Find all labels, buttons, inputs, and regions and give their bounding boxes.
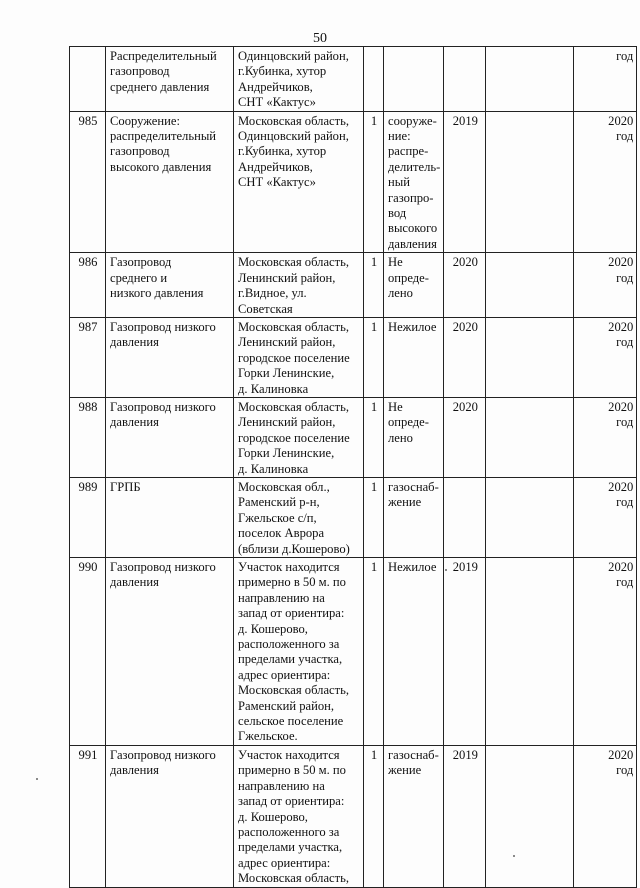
row-number: 985 — [70, 111, 106, 253]
scan-speck — [36, 778, 38, 780]
row-number — [70, 47, 106, 112]
object-quantity: 1 — [364, 558, 384, 746]
table-row — [70, 253, 637, 318]
row-number: 991 — [70, 745, 106, 887]
record-date: год — [574, 47, 637, 112]
object-quantity — [364, 47, 384, 112]
object-address: Участок находится примерно в 50 м. по направлению на запад от ориентира: д. Кошерово, расположенного за пределами участка, адрес ориентира: Московская область, — [234, 745, 364, 887]
record-date: 2020 год — [574, 477, 637, 557]
extra-cell — [486, 745, 574, 887]
commission-year: 2019 — [444, 745, 486, 887]
object-quantity: 1 — [364, 745, 384, 887]
record-date: 2020 год — [574, 317, 637, 397]
table-row — [70, 317, 637, 397]
object-name: ГРПБ — [106, 477, 234, 557]
row-number: 988 — [70, 397, 106, 477]
object-name: Газопровод низкого давления — [106, 745, 234, 887]
object-purpose — [384, 47, 444, 112]
object-address: Участок находится примерно в 50 м. по направлению на запад от ориентира: д. Кошерово, расположенного за пределами участка, адрес ориентира: Московская область, Раменский район, сельское поселение Гжельское. — [234, 558, 364, 746]
commission-year: 2020 — [444, 317, 486, 397]
extra-cell — [486, 558, 574, 746]
record-date: 2020 год — [574, 111, 637, 253]
object-quantity: 1 — [364, 111, 384, 253]
row-number: 987 — [70, 317, 106, 397]
registry-table — [69, 46, 637, 888]
record-date: 2020 год — [574, 397, 637, 477]
extra-cell — [486, 317, 574, 397]
object-name: Газопровод низкого давления — [106, 397, 234, 477]
object-quantity: 1 — [364, 317, 384, 397]
extra-cell — [486, 477, 574, 557]
object-purpose: Не опреде- лено — [384, 253, 444, 318]
object-name: Газопровод низкого давления — [106, 317, 234, 397]
table-row — [70, 558, 637, 746]
object-name: Газопровод среднего и низкого давления — [106, 253, 234, 318]
object-purpose: газоснаб- жение — [384, 745, 444, 887]
record-date: 2020 год — [574, 558, 637, 746]
commission-year: 2019 — [444, 111, 486, 253]
row-number: 989 — [70, 477, 106, 557]
object-purpose: газоснаб- жение — [384, 477, 444, 557]
extra-cell — [486, 111, 574, 253]
commission-year — [444, 47, 486, 112]
object-address: Московская область, Ленинский район, городское поселение Горки Ленинские, д. Калиновка — [234, 397, 364, 477]
object-name: Распределительный газопровод среднего давления — [106, 47, 234, 112]
object-address: Московская область, Одинцовский район, г.Кубинка, хутор Андрейчиков, СНТ «Кактус» — [234, 111, 364, 253]
object-quantity: 1 — [364, 253, 384, 318]
table-row — [70, 47, 637, 112]
object-purpose: Нежилое — [384, 558, 444, 746]
object-address: Московская область, Ленинский район, г.Видное, ул. Советская — [234, 253, 364, 318]
table-row — [70, 397, 637, 477]
table-row — [70, 111, 637, 253]
object-address: Московская обл., Раменский р-н, Гжельское с/п, поселок Аврора (вблизи д.Кошерово) — [234, 477, 364, 557]
commission-year: 2019 — [444, 558, 486, 746]
object-purpose: сооруже- ние: распре- делитель- ный газопро- вод высокого давления — [384, 111, 444, 253]
record-date: 2020 год — [574, 253, 637, 318]
object-quantity: 1 — [364, 477, 384, 557]
scan-speck — [445, 569, 447, 571]
commission-year: 2020 — [444, 397, 486, 477]
object-purpose: Не опреде- лено — [384, 397, 444, 477]
object-name: Сооружение: распределительный газопровод высокого давления — [106, 111, 234, 253]
page-number: 50 — [313, 31, 327, 46]
commission-year: 2020 — [444, 253, 486, 318]
table-row — [70, 477, 637, 557]
object-quantity: 1 — [364, 397, 384, 477]
extra-cell — [486, 397, 574, 477]
extra-cell — [486, 253, 574, 318]
commission-year — [444, 477, 486, 557]
object-name: Газопровод низкого давления — [106, 558, 234, 746]
row-number: 986 — [70, 253, 106, 318]
extra-cell — [486, 47, 574, 112]
row-number: 990 — [70, 558, 106, 746]
object-address: Одинцовский район, г.Кубинка, хутор Андрейчиков, СНТ «Кактус» — [234, 47, 364, 112]
record-date: 2020 год — [574, 745, 637, 887]
table-row — [70, 745, 637, 887]
object-purpose: Нежилое — [384, 317, 444, 397]
scan-speck — [513, 855, 515, 857]
object-address: Московская область, Ленинский район, городское поселение Горки Ленинские, д. Калиновка — [234, 317, 364, 397]
